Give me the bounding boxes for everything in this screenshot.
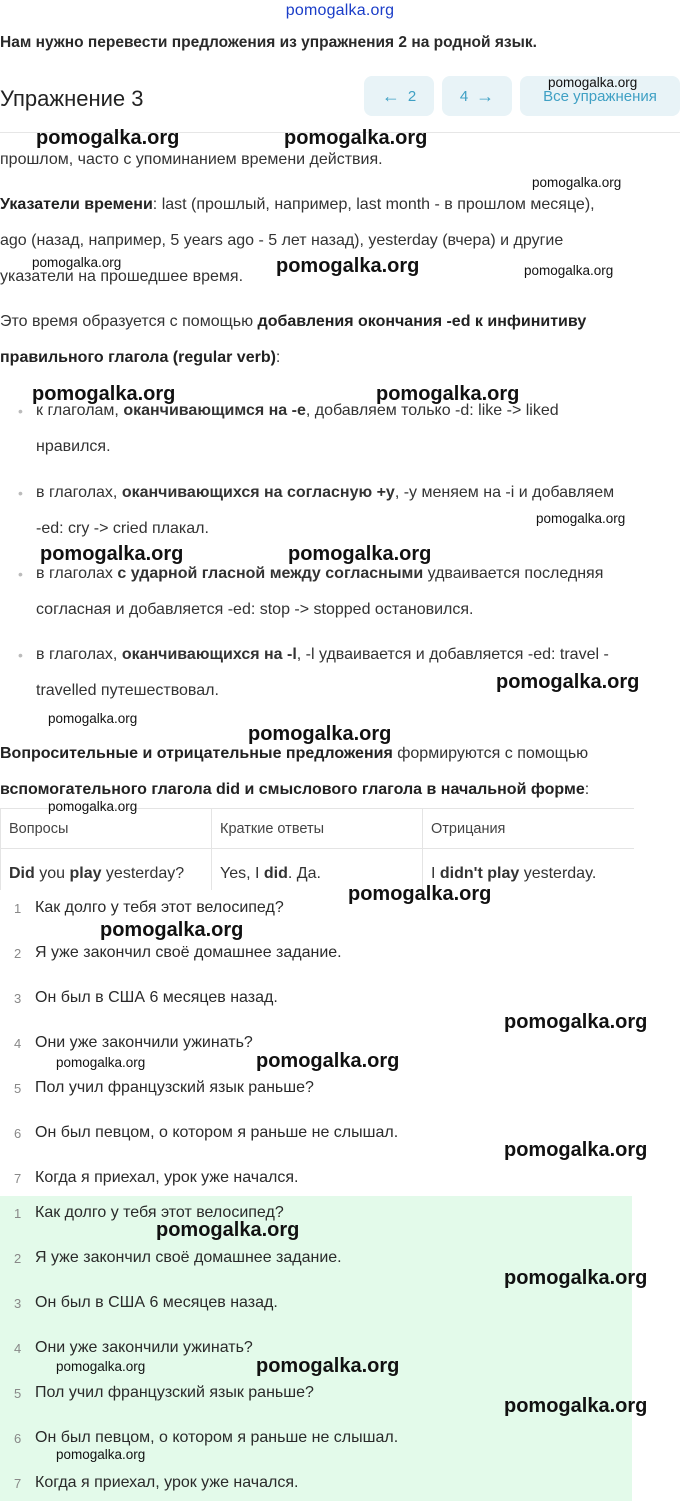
table-header-cell: Краткие ответы	[211, 809, 422, 849]
watermark: pomogalka.org	[56, 1447, 146, 1462]
next-exercise-label: 4	[459, 87, 469, 105]
watermark: pomogalka.org	[48, 711, 138, 726]
watermark: pomogalka.org	[276, 255, 420, 277]
watermark: pomogalka.org	[504, 1011, 648, 1033]
watermark: pomogalka.org	[504, 1267, 648, 1289]
watermark: pomogalka.org	[548, 75, 638, 90]
formation-line-1	[0, 304, 680, 340]
next-exercise-button[interactable]	[442, 76, 512, 116]
list-item: 1 Как долго у тебя этот велосипед?	[14, 1204, 284, 1221]
table-row	[0, 848, 634, 890]
watermark: pomogalka.org	[536, 511, 626, 526]
formation-colon: :	[275, 349, 281, 366]
table-cell: Did you play yesterday?	[0, 849, 211, 890]
formation-bold-2: правильного глагола (regular verb)	[0, 349, 276, 366]
questions-bold: Вопросительные и отрицательные предложения	[0, 745, 393, 762]
watermark: pomogalka.org	[32, 383, 176, 405]
list-item: 1 Как долго у тебя этот велосипед?	[14, 899, 284, 916]
watermark: pomogalka.org	[56, 1359, 146, 1374]
prev-exercise-button[interactable]	[364, 76, 434, 116]
watermark: pomogalka.org	[156, 1219, 300, 1241]
watermark: pomogalka.org	[532, 175, 622, 190]
watermark: pomogalka.org	[496, 671, 640, 693]
bullet-icon: •	[18, 485, 23, 501]
watermark: pomogalka.org	[248, 723, 392, 745]
watermark: pomogalka.org	[288, 543, 432, 565]
watermark: pomogalka.org	[284, 127, 428, 149]
questions-text: формируются с помощью	[392, 745, 589, 762]
questions-colon: :	[584, 781, 590, 798]
watermark: pomogalka.org	[348, 883, 492, 905]
table-header-cell: Вопросы	[0, 809, 211, 849]
page-title: Упражнение 3	[0, 86, 144, 111]
watermark: pomogalka.org	[32, 255, 122, 270]
time-markers	[0, 187, 680, 223]
time-markers-text-2: ago (назад, например, 5 years ago - 5 лет назад), yesterday (вчера) и другие	[0, 232, 564, 249]
table-header-cell: Отрицания	[422, 809, 634, 849]
watermark: pomogalka.org	[40, 543, 184, 565]
bullet-icon: •	[18, 566, 23, 582]
list-item: 6 Он был певцом, о котором я раньше не слышал.	[14, 1429, 399, 1446]
bullet-icon: •	[18, 403, 23, 419]
watermark: pomogalka.org	[256, 1050, 400, 1072]
theory-line: прошлом, часто с упоминанием времени действия.	[0, 151, 383, 168]
watermark: pomogalka.org	[504, 1139, 648, 1161]
list-item: 3 Он был в США 6 месяцев назад.	[14, 989, 278, 1006]
questions-bold-2: вспомогательного глагола did и смыслового глагола в начальной форме	[0, 781, 585, 798]
prev-exercise-label: 2	[407, 87, 417, 105]
list-item: 6 Он был певцом, о котором я раньше не слышал.	[14, 1124, 399, 1141]
list-item: 4 Они уже закончили ужинать?	[14, 1034, 253, 1051]
watermark: pomogalka.org	[36, 127, 180, 149]
time-markers-title: Указатели времени	[0, 196, 153, 213]
all-exercises-label: Все упражнения	[543, 87, 657, 105]
table-header-row	[0, 808, 634, 849]
formation-bold: добавления окончания -ed к инфинитиву	[257, 313, 587, 330]
list-item: 2 Я уже закончил своё домашнее задание.	[14, 944, 342, 961]
watermark: pomogalka.org	[48, 799, 138, 814]
grammar-table	[0, 808, 634, 890]
site-title: pomogalka.org	[285, 2, 395, 19]
list-item: 7 Когда я приехал, урок уже начался.	[14, 1474, 299, 1491]
list-item: 7 Когда я приехал, урок уже начался.	[14, 1169, 299, 1186]
table-cell: Yes, I did. Да.	[211, 849, 422, 890]
arrow-right-icon: →	[476, 86, 495, 106]
table-cell: I didn't play yesterday.	[422, 849, 634, 890]
watermark: pomogalka.org	[376, 383, 520, 405]
list-item: 4 Они уже закончили ужинать?	[14, 1339, 253, 1356]
formation-text: Это время образуется с помощью	[0, 313, 258, 330]
task-intro: Нам нужно перевести предложения из упражнения 2 на родной язык.	[0, 34, 537, 51]
time-markers-text-1: : last (прошлый, например, last month - в прошлом месяце),	[152, 196, 595, 213]
watermark: pomogalka.org	[256, 1355, 400, 1377]
watermark: pomogalka.org	[524, 263, 614, 278]
time-markers-text-3: указатели на прошедшее время.	[0, 268, 244, 285]
list-item: 3 Он был в США 6 месяцев назад.	[14, 1294, 278, 1311]
watermark: pomogalka.org	[56, 1055, 146, 1070]
arrow-left-icon: ←	[381, 86, 400, 106]
list-item: 5 Пол учил французский язык раньше?	[14, 1384, 314, 1401]
bullet-icon: •	[18, 647, 23, 663]
formation-line-2	[0, 340, 680, 376]
list-item: 5 Пол учил французский язык раньше?	[14, 1079, 314, 1096]
watermark: pomogalka.org	[100, 919, 244, 941]
list-item: 2 Я уже закончил своё домашнее задание.	[14, 1249, 342, 1266]
watermark: pomogalka.org	[504, 1395, 648, 1417]
